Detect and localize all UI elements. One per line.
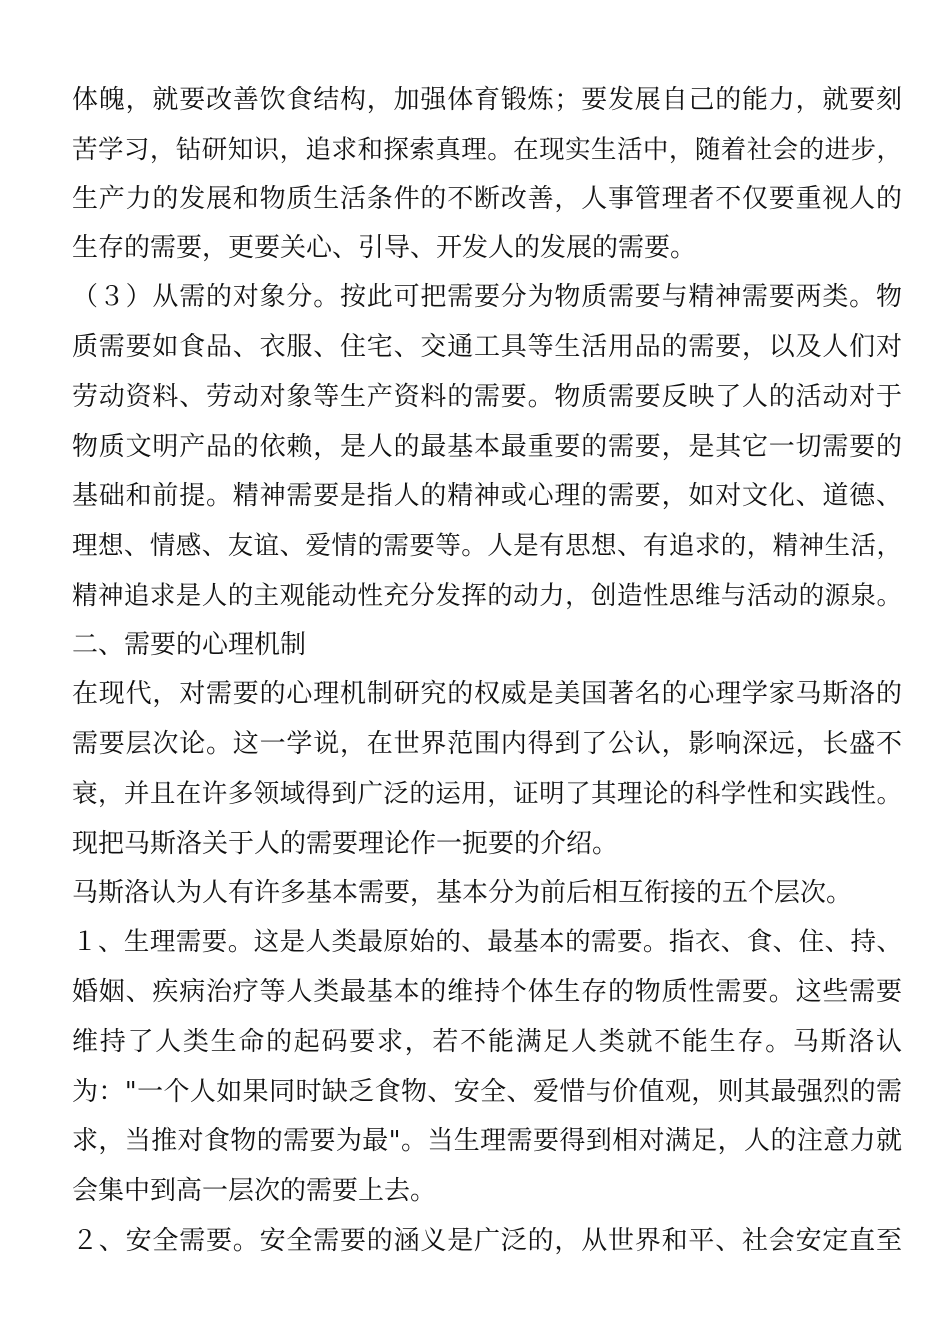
text-line-15: 衰，并且在许多领域得到广泛的运用，证明了其理论的科学性和实践性。 [72,779,902,809]
text-line-23: 会集中到高一层次的需要上去。 [72,1176,437,1206]
text-line-17: 马斯洛认为人有许多基本需要，基本分为前后相互衔接的五个层次。 [72,878,853,908]
text-line-3: 生产力的发展和物质生活条件的不断改善，人事管理者不仅要重视人的 [72,184,902,214]
text-line-4: 生存的需要，更要关心、引导、开发人的发展的需要。 [72,233,697,263]
text-line-24: ２、安全需要。安全需要的涵义是广泛的，从世界和平、社会安定直至 [72,1226,902,1256]
text-line-13: 在现代，对需要的心理机制研究的权威是美国著名的心理学家马斯洛的 [72,679,902,709]
text-line-9: 基础和前提。精神需要是指人的精神或心理的需要，如对文化、道德、 [72,481,902,511]
text-line-6: 质需要如食品、衣服、住宅、交通工具等生活用品的需要，以及人们对 [72,332,902,362]
text-line-5: （３）从需的对象分。按此可把需要分为物质需要与精神需要两类。物 [72,282,902,312]
text-line-7: 劳动资料、劳动对象等生产资料的需要。物质需要反映了人的活动对于 [72,382,902,412]
text-line-19: 婚姻、疾病治疗等人类最基本的维持个体生存的物质性需要。这些需要 [72,977,902,1007]
text-line-21: 为："一个人如果同时缺乏食物、安全、爱惜与价值观，则其最强烈的需 [72,1077,902,1107]
section-heading: 二、需要的心理机制 [72,630,307,660]
text-line-14: 需要层次论。这一学说，在世界范围内得到了公认，影响深远，长盛不 [72,729,902,759]
text-line-20: 维持了人类生命的起码要求，若不能满足人类就不能生存。马斯洛认 [72,1027,902,1057]
text-line-8: 物质文明产品的依赖，是人的最基本最重要的需要，是其它一切需要的 [72,432,902,462]
text-line-1: 体魄，就要改善饮食结构，加强体育锻炼；要发展自己的能力，就要刻 [72,85,902,115]
text-line-10: 理想、情感、友谊、爱情的需要等。人是有思想、有追求的，精神生活， [72,531,902,561]
text-line-22: 求，当推对食物的需要为最"。当生理需要得到相对满足，人的注意力就 [72,1126,902,1156]
text-line-11: 精神追求是人的主观能动性充分发挥的动力，创造性思维与活动的源泉。 [72,581,902,611]
text-line-2: 苦学习，钻研知识，追求和探索真理。在现实生活中，随着社会的进步， [72,135,902,165]
text-line-18: １、生理需要。这是人类最原始的、最基本的需要。指衣、食、住、持、 [72,927,902,957]
text-line-16: 现把马斯洛关于人的需要理论作一扼要的介绍。 [72,829,619,859]
